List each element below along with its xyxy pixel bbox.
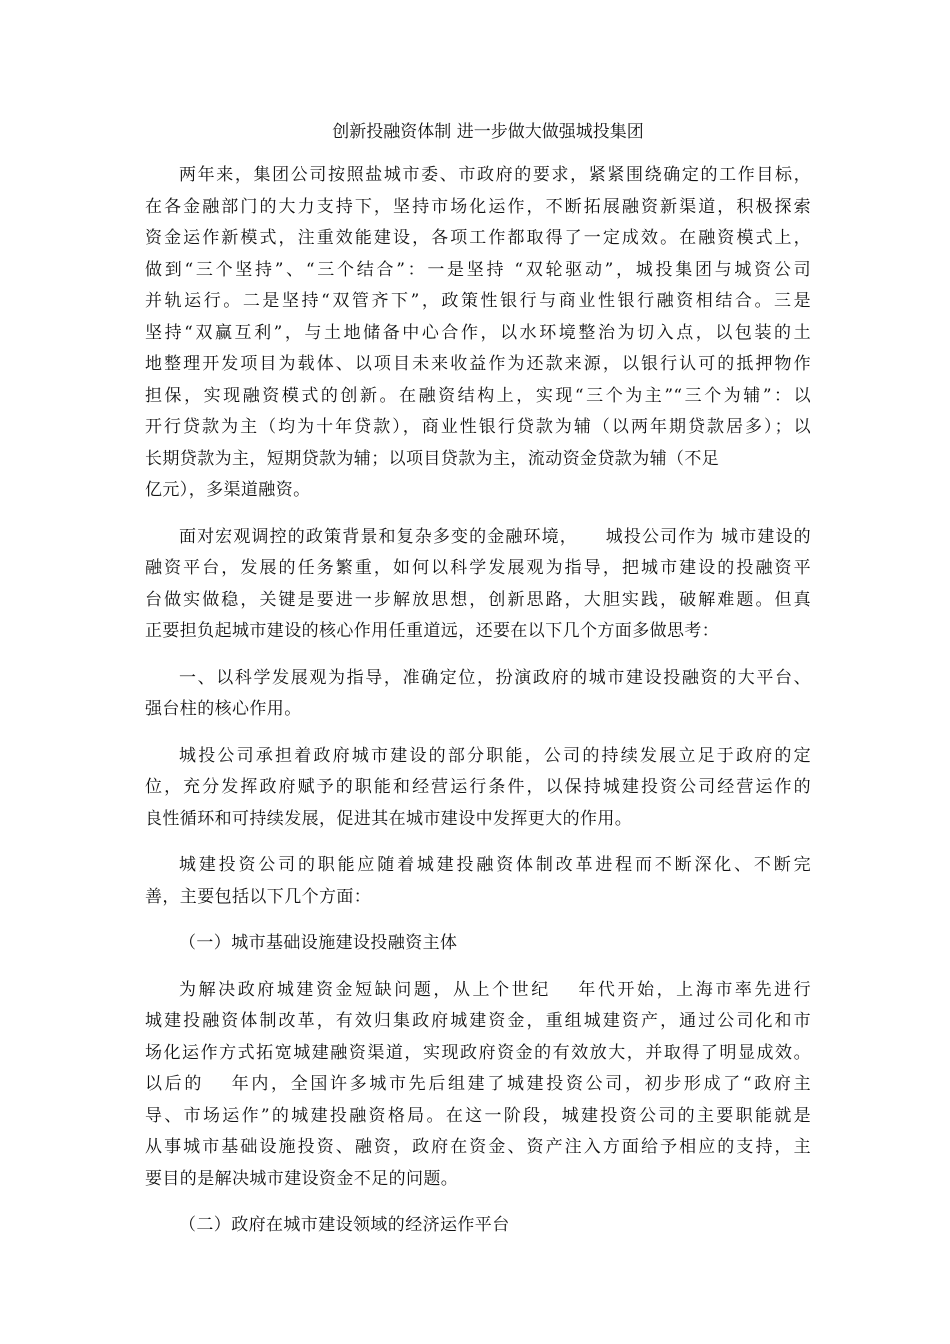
paragraph-line: 融资平台，发展的任务繁重，如何以科学发展观为指导，把城市建设的投融资平 <box>145 558 811 578</box>
paragraph-line: 城建投融资体制改革，有效归集政府城建资金，重组城建资产，通过公司化和市 <box>145 1011 811 1031</box>
paragraph-line: 做到“三个坚持”、“三个结合”：一是坚持 “双轮驱动”，城投集团与城资公司 <box>145 259 811 280</box>
paragraph-line: 地整理开发项目为载体、以项目未来收益作为还款来源，以银行认可的抵押物作 <box>145 354 811 374</box>
paragraph-line: 导、市场运作”的城建投融资格局。在这一阶段，城建投资公司的主要职能就是 <box>145 1105 811 1126</box>
paragraph-line: 一、以科学发展观为指导，准确定位，扮演政府的城市建设投融资的大平台、 <box>179 667 811 688</box>
paragraph-line: 为解决政府城建资金短缺问题，从上个世纪 年代开始，上海市率先进行 <box>179 979 811 1000</box>
document-title: 创新投融资体制 进一步做大做强城投集团 <box>332 122 644 142</box>
paragraph-line: 位，充分发挥政府赋予的职能和经营运行条件，以保持城建投资公司经营运作的 <box>145 777 811 797</box>
paragraph-line: 两年来，集团公司按照盐城市委、市政府的要求，紧紧围绕确定的工作目标， <box>179 165 811 185</box>
paragraph-line: 善，主要包括以下几个方面： <box>145 886 372 907</box>
paragraph-line: 开行贷款为主（均为十年贷款），商业性银行贷款为辅（以两年期贷款居多）；以 <box>145 417 811 437</box>
paragraph-line: 城投公司承担着政府城市建设的部分职能，公司的持续发展立足于政府的定 <box>179 745 811 766</box>
section-heading-1: （一）城市基础设施建设投融资主体 <box>179 933 458 953</box>
paragraph-line: 正要担负起城市建设的核心作用任重道远，还要在以下几个方面多做思考： <box>145 621 720 641</box>
paragraph-3 <box>145 663 811 726</box>
document-page <box>145 118 811 1257</box>
paragraph-line: 以后的 年内，全国许多城市先后组建了城建投资公司，初步形成了“政府主 <box>145 1074 811 1094</box>
paragraph-line: 场化运作方式拓宽城建融资渠道，实现政府资金的有效放大，并取得了明显成效。 <box>145 1042 811 1063</box>
paragraph-line: 并轨运行。二是坚持“双管齐下”，政策性银行与商业性银行融资相结合。三是 <box>145 291 811 311</box>
paragraph-line: 城建投资公司的职能应随着城建投融资体制改革进程而不断深化、不断完 <box>179 855 811 875</box>
paragraph-line: 要目的是解决城市建设资金不足的问题。 <box>145 1168 459 1189</box>
paragraph-6 <box>145 975 811 1196</box>
paragraph-line: 台做实做稳，关键是要进一步解放思想，创新思路，大胆实践，破解难题。但真 <box>145 589 811 610</box>
paragraph-line: 长期贷款为主，短期贷款为辅；以项目贷款为主，流动资金贷款为辅（不足 <box>145 448 720 469</box>
paragraph-4 <box>145 741 811 836</box>
paragraph-1 <box>145 160 811 507</box>
paragraph-line: 良性循环和可持续发展，促进其在城市建设中发挥更大的作用。 <box>145 808 633 829</box>
paragraph-line: 在各金融部门的大力支持下，坚持市场化运作，不断拓展融资新渠道，积极探索 <box>145 196 811 217</box>
section-heading-2: （二）政府在城市建设领域的经济运作平台 <box>179 1215 510 1235</box>
paragraph-line: 面对宏观调控的政策背景和复杂多变的金融环境， 城投公司作为 城市建设的 <box>179 526 811 547</box>
paragraph-line: 亿元），多渠道融资。 <box>145 480 311 500</box>
paragraph-line: 担保，实现融资模式的创新。在融资结构上，实现“三个为主”“三个为辅”：以 <box>145 385 811 406</box>
paragraph-line: 从事城市基础设施投资、融资，政府在资金、资产注入方面给予相应的支持，主 <box>145 1137 811 1157</box>
paragraph-5 <box>145 850 811 913</box>
paragraph-line: 强台柱的核心作用。 <box>145 699 302 719</box>
paragraph-2 <box>145 522 811 648</box>
paragraph-line: 资金运作新模式，注重效能建设，各项工作都取得了一定成效。在融资模式上， <box>145 228 811 248</box>
paragraph-line: 坚持“双赢互利”，与土地储备中心合作，以水环境整治为切入点，以包装的土 <box>145 322 811 343</box>
